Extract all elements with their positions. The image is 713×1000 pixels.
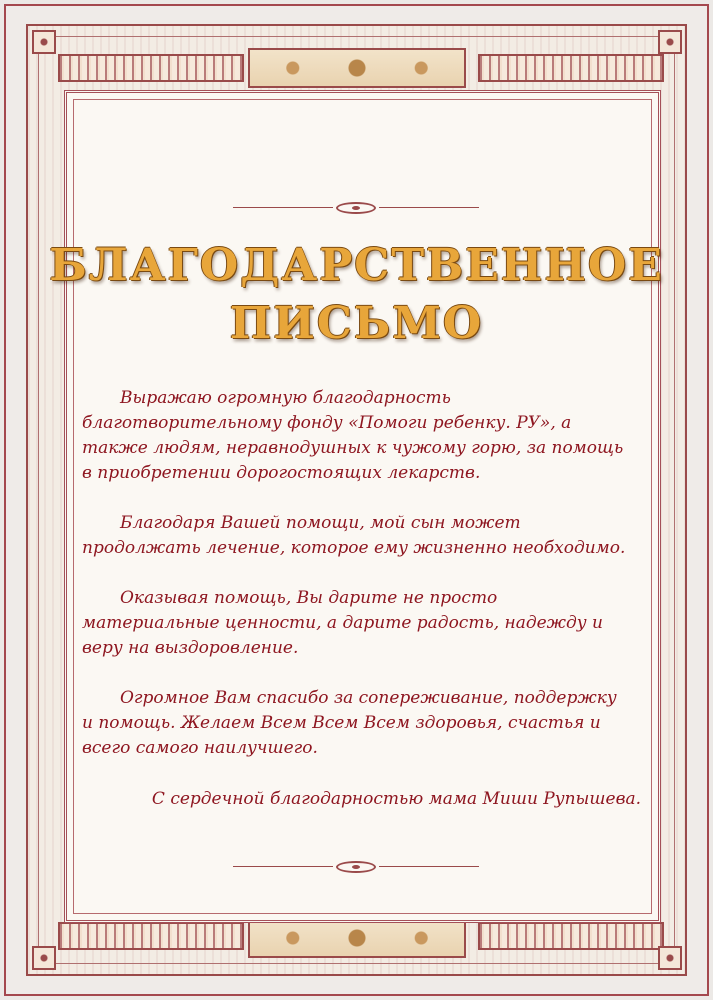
- bottom-center-ornament: [248, 918, 466, 958]
- paragraph-3: Оказывая помощь, Вы дарите не просто материальные ценности, а дарите радость, надежду и веру на выздоровление.: [82, 588, 603, 658]
- corner-ornament-bottom-right: [658, 946, 682, 970]
- bottom-left-ornament: [58, 922, 244, 950]
- corner-ornament-top-left: [32, 30, 56, 54]
- bottom-divider: [233, 860, 479, 874]
- paragraph-2: Благодаря Вашей помощи, мой сын может продолжать лечение, которое ему жизненно необходимо.: [82, 513, 626, 558]
- paragraph-4: Огромное Вам спасибо за сопереживание, поддержку и помощь. Желаем Всем Всем Всем здоровья, счастья и всего самого наилучшего.: [82, 688, 617, 758]
- title-line-1: БЛАГОДАРСТВЕННОЕ: [49, 240, 664, 291]
- letter-body: [82, 386, 632, 786]
- corner-ornament-bottom-left: [32, 946, 56, 970]
- paragraph-1: Выражаю огромную благодарность благотворительному фонду «Помоги ребенку. РУ», а также людям, неравнодушных к чужому горю, за помощь в приобретении дорогостоящих лекарств.: [82, 388, 624, 483]
- top-divider: [233, 201, 479, 215]
- top-center-ornament: [248, 48, 466, 88]
- top-left-ornament: [58, 54, 244, 82]
- bottom-right-ornament: [478, 922, 664, 950]
- top-right-ornament: [478, 54, 664, 82]
- signature-line: С сердечной благодарностью мама Миши Рупышева.: [151, 789, 641, 809]
- title-line-2: ПИСЬМО: [229, 298, 484, 349]
- corner-ornament-top-right: [658, 30, 682, 54]
